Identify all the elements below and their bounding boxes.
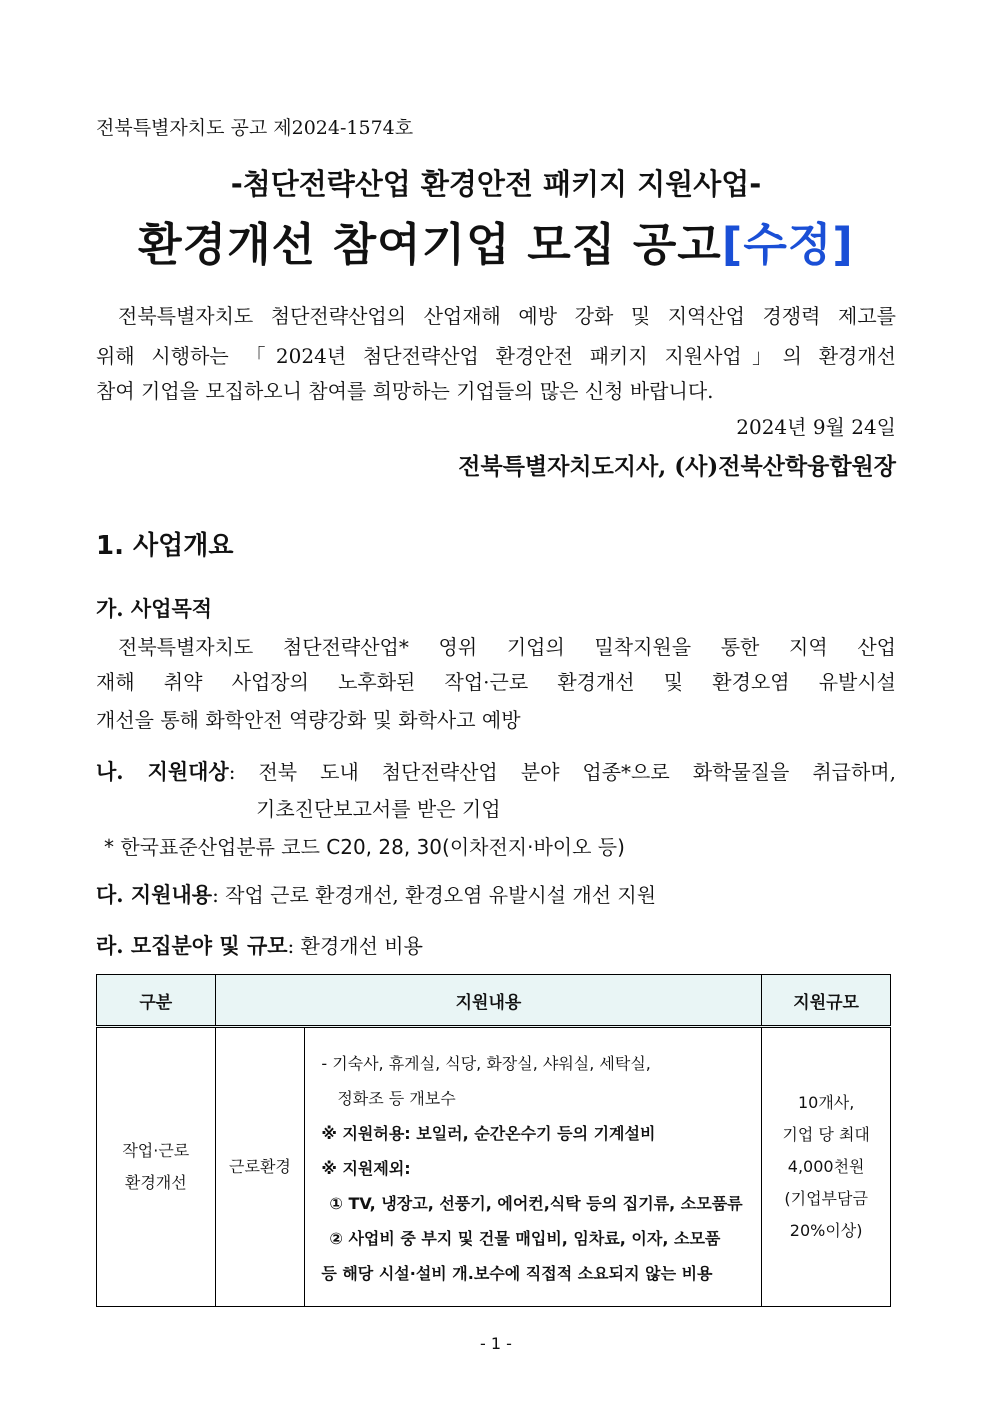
- excluded-item-2: ② 사업비 중 부지 및 건물 매입비, 임차료, 이자, 소모품: [329, 1228, 721, 1248]
- target-line: [96, 756, 896, 786]
- excluded-item-2-cont: 등 해당 시설·설비 개.보수에 직접적 소요되지 않는 비용: [321, 1263, 713, 1283]
- intro-line-2: 위해 시행하는 「2024년 첨단전략산업 환경안전 패키지 지원사업」의 환경개선: [96, 344, 896, 368]
- content-item: - 기숙사, 휴게실, 식당, 화장실, 샤워실, 세탁실,: [321, 1053, 651, 1073]
- content-item: 정화조 등 개보수: [337, 1088, 456, 1108]
- notice-number: 전북특별자치도 공고 제2024-1574호: [96, 117, 414, 139]
- recruit-text: : 환경개선 비용: [287, 934, 423, 958]
- scale-line: 20%이상): [789, 1221, 863, 1240]
- excluded-label: ※ 지원제외:: [321, 1158, 411, 1178]
- category-cell: [97, 1027, 216, 1307]
- excluded-item-1: ① TV, 냉장고, 선풍기, 에어컨,식탁 등의 집기류, 소모품류: [329, 1193, 743, 1213]
- content-text: : 작업 근로 환경개선, 환경오염 유발시설 개선 지원: [212, 883, 657, 907]
- category-line: 작업·근로: [122, 1141, 190, 1160]
- table-header-row: [97, 975, 891, 1027]
- scale-line: (기업부담금: [784, 1189, 868, 1208]
- section-1-title: 1. 사업개요: [96, 531, 234, 561]
- target-text-cont: 기초진단보고서를 받은 기업: [256, 797, 501, 821]
- header-content: 지원내용: [215, 975, 762, 1027]
- content-label: 다. 지원내용: [96, 882, 213, 907]
- target-text: : 전북 도내 첨단전략산업 분야 업종*으로 화학물질을 취급하며,: [228, 760, 896, 784]
- content-line: [96, 879, 656, 909]
- intro-line-3: 참여 기업을 모집하오니 참여를 희망하는 기업들의 많은 신청 바랍니다.: [96, 379, 714, 403]
- notice-subtitle: -첨단전략산업 환경안전 패키지 지원사업-: [230, 167, 762, 201]
- scale-line: 기업 당 최대: [782, 1125, 870, 1144]
- notice-date: 2024년 9월 24일: [736, 415, 896, 439]
- table-row: [97, 1027, 891, 1307]
- target-label: 나. 지원대상: [96, 759, 229, 784]
- subcategory-cell: 근로환경: [215, 1027, 305, 1307]
- purpose-line-1: 전북특별자치도 첨단전략산업* 영위 기업의 밀착지원을 통한 지역 산업: [118, 635, 897, 659]
- intro-line-1: 전북특별자치도 첨단전략산업의 산업재해 예방 강화 및 지역산업 경쟁력 제고를: [118, 304, 896, 328]
- recruit-label: 라. 모집분야 및 규모: [96, 933, 288, 958]
- purpose-heading: 가. 사업목적: [96, 596, 213, 621]
- page-title: [0, 208, 992, 273]
- scale-line: 4,000천원: [787, 1157, 865, 1176]
- notice-signer: 전북특별자치도지사, (사)전북산학융합원장: [458, 453, 896, 480]
- category-line: 환경개선: [124, 1173, 187, 1192]
- page-number: - 1 -: [480, 1334, 512, 1353]
- target-note: * 한국표준산업분류 코드 C20, 28, 30(이차전지·바이오 등): [104, 835, 625, 859]
- scale-cell: [762, 1027, 891, 1307]
- content-cell: [305, 1027, 762, 1307]
- header-scale: 지원규모: [762, 975, 891, 1027]
- allowed-note: ※ 지원허용: 보일러, 순간온수기 등의 기계설비: [321, 1123, 656, 1143]
- purpose-line-2: 재해 취약 사업장의 노후화된 작업·근로 환경개선 및 환경오염 유발시설: [96, 670, 896, 694]
- header-category: 구분: [97, 975, 216, 1027]
- support-table: [96, 974, 891, 1307]
- recruit-line: [96, 930, 423, 960]
- purpose-line-3: 개선을 통해 화학안전 역량강화 및 화학사고 예방: [96, 708, 521, 732]
- title-main: 환경개선 참여기업 모집 공고: [138, 218, 722, 271]
- scale-line: 10개사,: [797, 1093, 855, 1112]
- title-revision-badge: [수정]: [721, 218, 854, 271]
